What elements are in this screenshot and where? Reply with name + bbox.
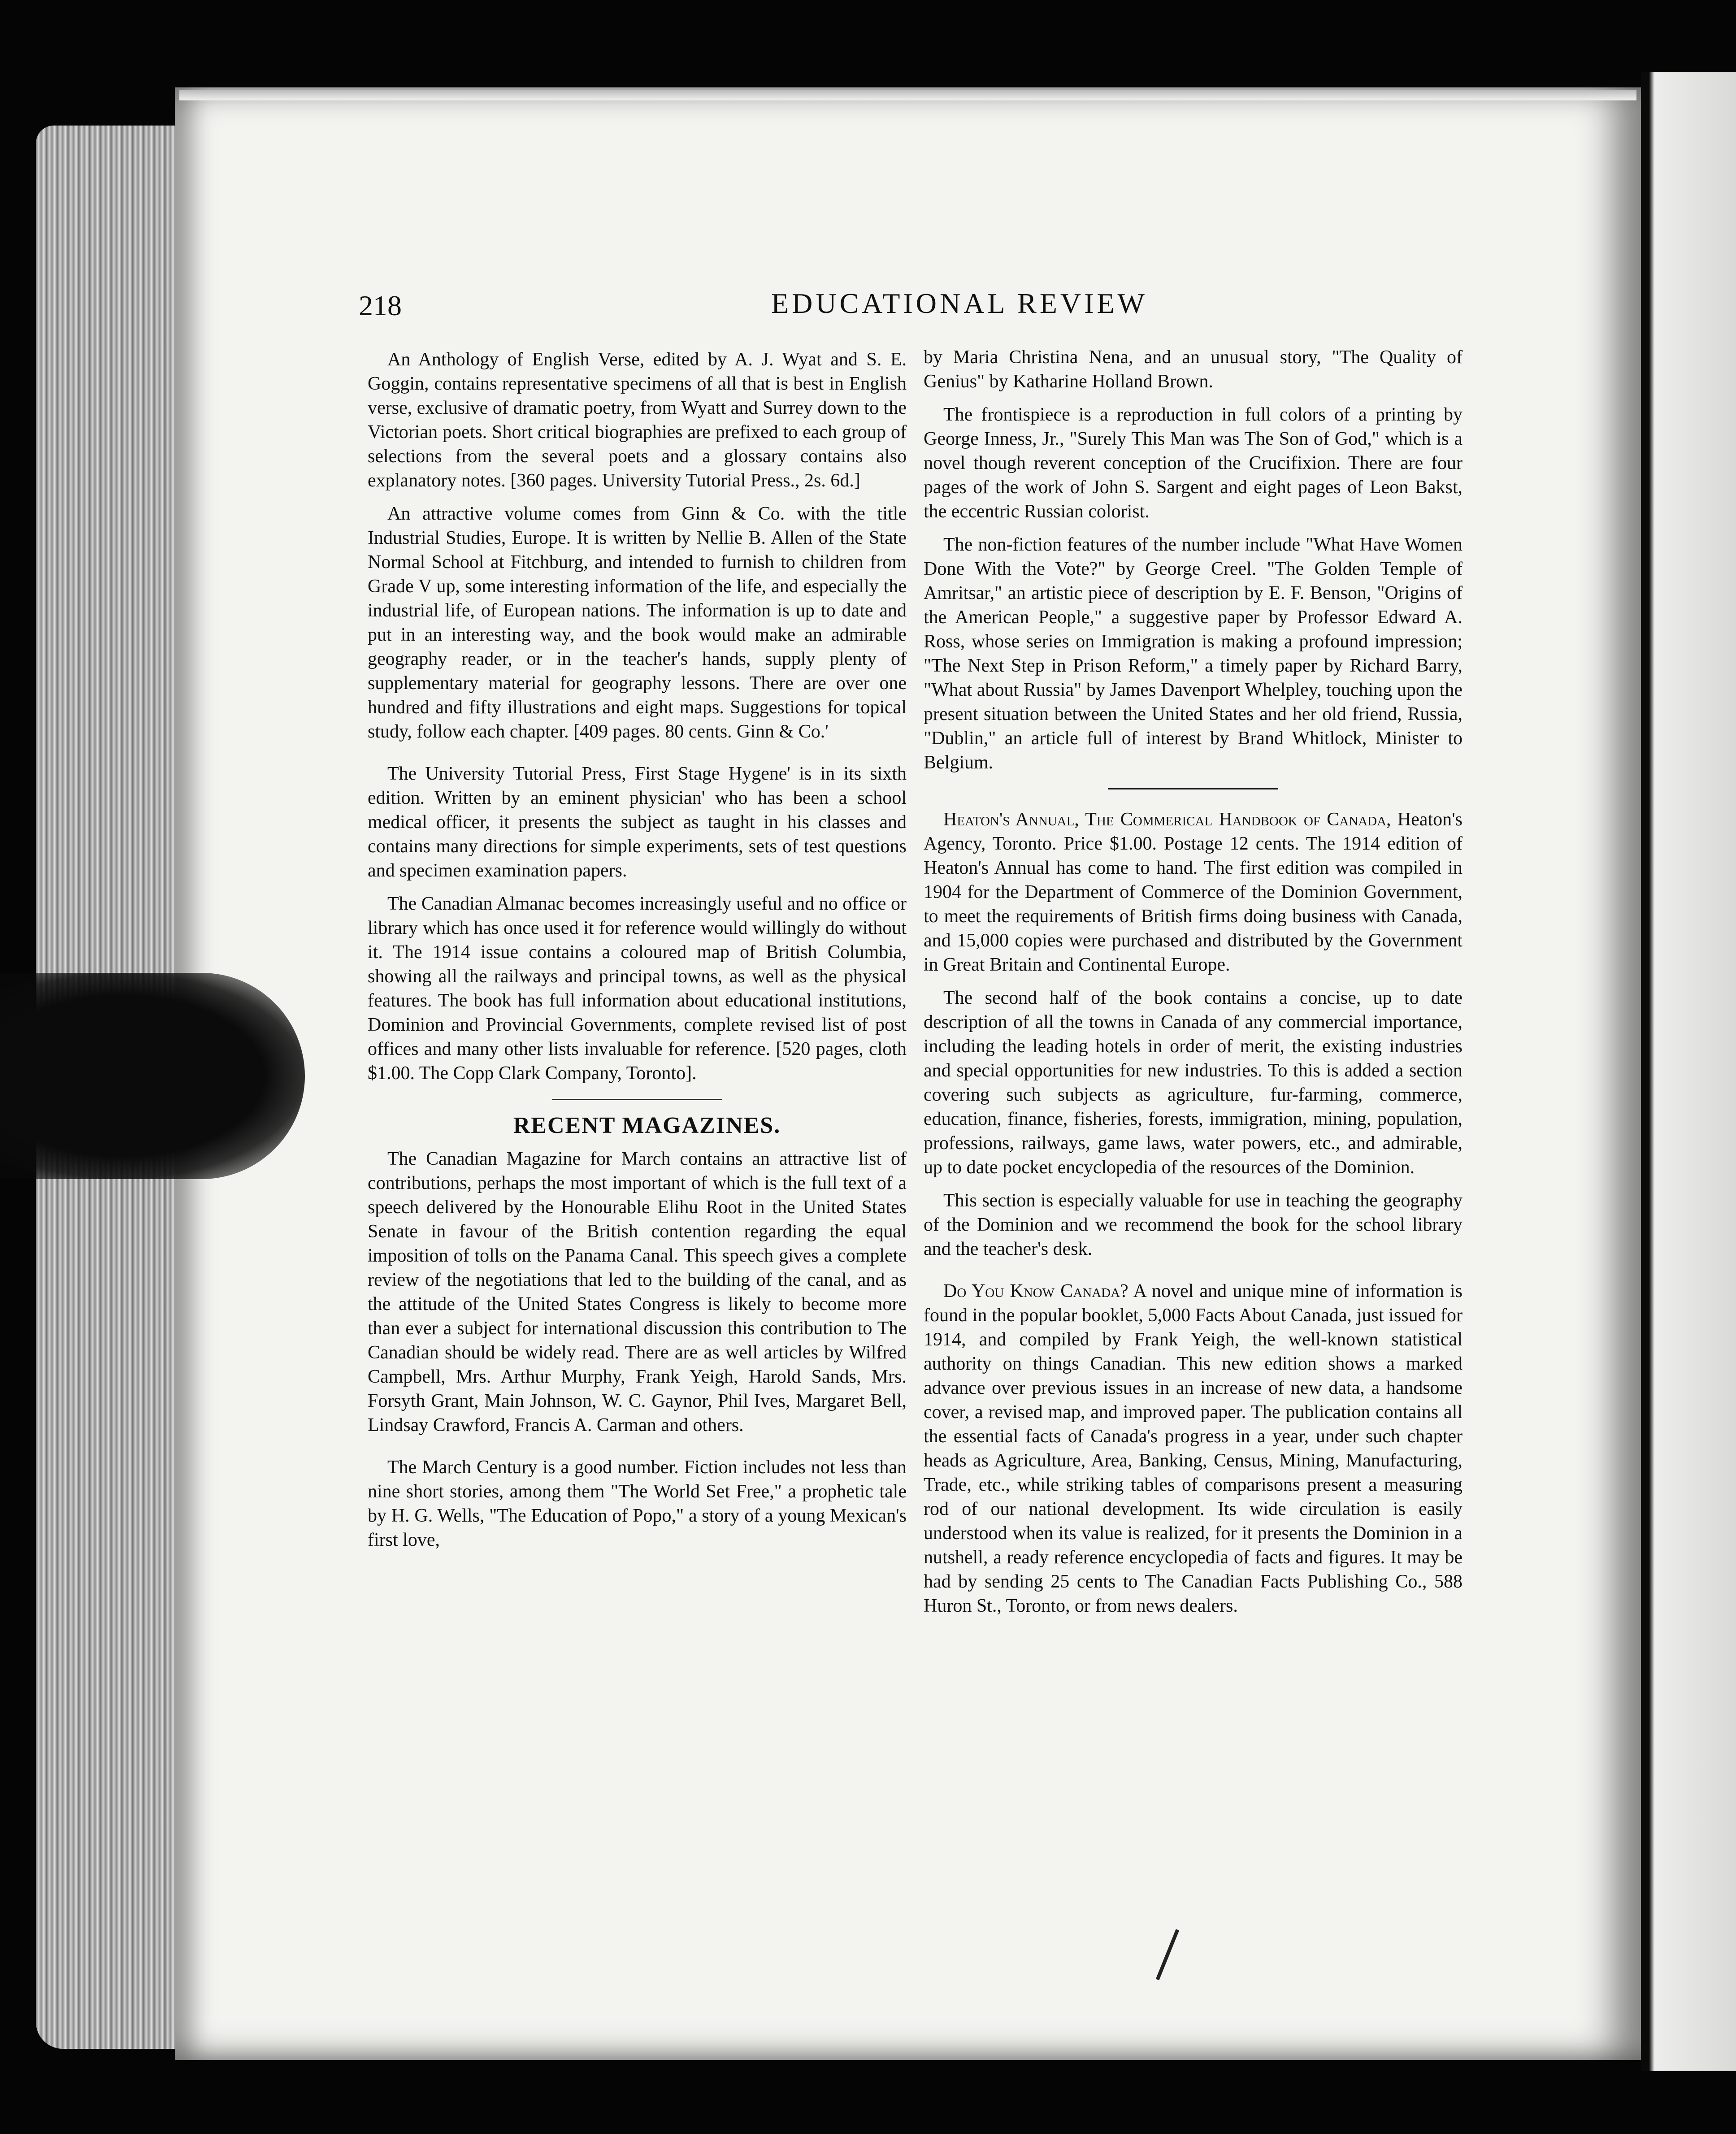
- paragraph-second-half: The second half of the book contains a concise, up to date description of all the towns in Canada of any commercial importance, including the leading hotels in order of merit, the existing industries and special opportunities for new industries. To this is added a section covering such subjects as agriculture, fur-farming, commerce, education, finance, fisheries, forests, immigration, mining, population, professions, railways, game laws, water powers, etc., and admirable, up to date pocket encyclopedia of the resources of the Dominion.: [924, 988, 1463, 1178]
- paragraph-canadian-almanac: The Canadian Almanac becomes increasingly useful and no office or library which has once used it for reference would willingly do without it. The 1914 issue contains a coloured map of British Columbia, showing all the railways and principal towns, as well as the physical features. The book has full information about educational institutions, Dominion and Provincial Governments, complete revised list of post offices and many other lists invaluable for reference. [520 pages, cloth $1.00. The Copp Clark Company, Toronto].: [368, 894, 907, 1084]
- paragraph-anthology: An Anthology of English Verse, edited by A. J. Wyat and S. E. Goggin, contains representative specimens of all that is best in English verse, exclusive of dramatic poetry, from Wyatt and Surrey down to the Victorian poets. Short critical biographies are prefixed to each group of selections from the several poets and a glossary contains also explanatory notes. [360 pages. University Tutorial Press., 2s. 6d.]: [368, 349, 907, 491]
- page-number: 218: [359, 290, 402, 321]
- heatons-annual-body: Heaton's Agency, Toronto. Price $1.00. Postage 12 cents. The 1914 edition of Heaton's Annual has come to hand. The first edition was compiled in 1904 for the Department of Commerce of the Dominion Government, to meet the requirements of British firms doing business with Canada, and 15,000 copies were purchased and distributed by the Government in Great Britain and Continental Europe.: [924, 809, 1463, 975]
- section-divider: [552, 1099, 722, 1100]
- do-you-know-canada-title: Do You Know Canada?: [943, 1281, 1128, 1301]
- paragraph-heatons-annual: [924, 807, 1463, 977]
- paragraph-non-fiction: The non-fiction features of the number include "What Have Women Done With the Vote?" by George Creel. "The Golden Temple of Amritsar," an artistic piece of description by E. F. Benson, "Origins of the American People," a suggestive paper by Professor Edward A. Ross, whose series on Immigration is making a profound impression; "The Next Step in Prison Reform," a timely paper by Richard Barry, "What about Russia" by James Davenport Whelpley, touching upon the present situation between the United States and her old friend, Russia, "Dublin," an article full of interest by Brand Whitlock, Minister to Belgium.: [924, 534, 1463, 773]
- right-column: [924, 345, 1463, 1627]
- heatons-annual-title: Heaton's Annual, The Commerical Handbook of Canada,: [943, 809, 1391, 830]
- paragraph-hygiene: The University Tutorial Press, First Stage Hygene' is in its sixth edition. Written by an eminent physician' who has been a school medical officer, it presents the subject as taught in his classes and contains many directions for simple experiments, sets of test questions and specimen examination papers.: [368, 763, 907, 881]
- paragraph-industrial-studies: An attractive volume comes from Ginn & Co. with the title Industrial Studies, Europe. It is written by Nellie B. Allen of the State Normal School at Fitchburg, and intended to furnish to children from Grade V up, some interesting information of the life, and especially the industrial life, of European nations. The information is up to date and put in an interesting way, and the book would make an admirable geography reader, or in the teacher's hands, supply plenty of supplementary material for geography lessons. There are over one hundred and fifty illustrations and eight maps. Suggestions for topical study, follow each chapter. [409 pages. 80 cents. Ginn & Co.': [368, 503, 907, 742]
- page-top-edge: [179, 90, 1636, 100]
- thumb-shadow: [0, 973, 305, 1179]
- section-divider: [1108, 788, 1278, 789]
- paragraph-frontispiece: The frontispiece is a reproduction in full colors of a printing by George Inness, Jr., "Surely This Man was The Son of God," which is a novel though reverent conception of the Crucifixion. There are four pages of the work of John S. Sargent and eight pages of Leon Bakst, the eccentric Russian colorist.: [924, 404, 1463, 522]
- do-you-know-canada-body: A novel and unique mine of information is found in the popular booklet, 5,000 Facts About Canada, just issued for 1914, and compiled by Frank Yeigh, the well-known statistical authority on things Canadian. This new edition shows a marked advance over previous issues in an increase of new data, a handsome cover, a revised map, and improved paper. The publication contains all the essential facts of Canada's progress in a year, under such chapter heads as Agriculture, Area, Banking, Census, Mining, Manufacturing, Trade, etc., while striking tables of comparisons present a measuring rod of our national development. Its wide circulation is easily understood when its value is realized, for it presents the Dominion in a nutshell, a ready reference encyclopedia of facts and figures. It may be had by sending 25 cents to The Canadian Facts Publishing Co., 588 Huron St., Toronto, or from news dealers.: [924, 1281, 1463, 1616]
- paragraph-century-continued: by Maria Christina Nena, and an unusual story, "The Quality of Genius" by Katharine Holland Brown.: [924, 347, 1463, 392]
- facing-page-edge: [1641, 72, 1736, 2071]
- left-column: [368, 347, 907, 1561]
- paragraph-section-valuable: This section is especially valuable for use in teaching the geography of the Dominion and we recommend the book for the school library and the teacher's desk.: [924, 1190, 1463, 1259]
- paragraph-canadian-magazine: The Canadian Magazine for March contains an attractive list of contributions, perhaps the most important of which is the full text of a speech delivered by the Honourable Elihu Root in the United States Senate in favour of the British contention regarding the equal imposition of tolls on the Panama Canal. This speech gives a complete review of the negotiations that led to the building of the canal, and as the attitude of the United States Congress is likely to become more than ever a subject for international discussion this contribution to The Canadian should be widely read. There are as well articles by Wilfred Campbell, Mrs. Arthur Murphy, Frank Yeigh, Harold Sands, Mrs. Forsyth Grant, Main Johnson, W. C. Gaynor, Phil Ives, Margaret Bell, Lindsay Crawford, Francis A. Carman and others.: [368, 1149, 907, 1436]
- paragraph-do-you-know-canada: [924, 1279, 1463, 1618]
- section-title: RECENT MAGAZINES.: [513, 1113, 781, 1138]
- running-head: EDUCATIONAL REVIEW: [771, 287, 1148, 319]
- paragraph-march-century: The March Century is a good number. Fiction includes not less than nine short stories, among them "The World Set Free," a prophetic tale by H. G. Wells, "The Education of Popo," a story of a young Mexican's first love,: [368, 1457, 907, 1550]
